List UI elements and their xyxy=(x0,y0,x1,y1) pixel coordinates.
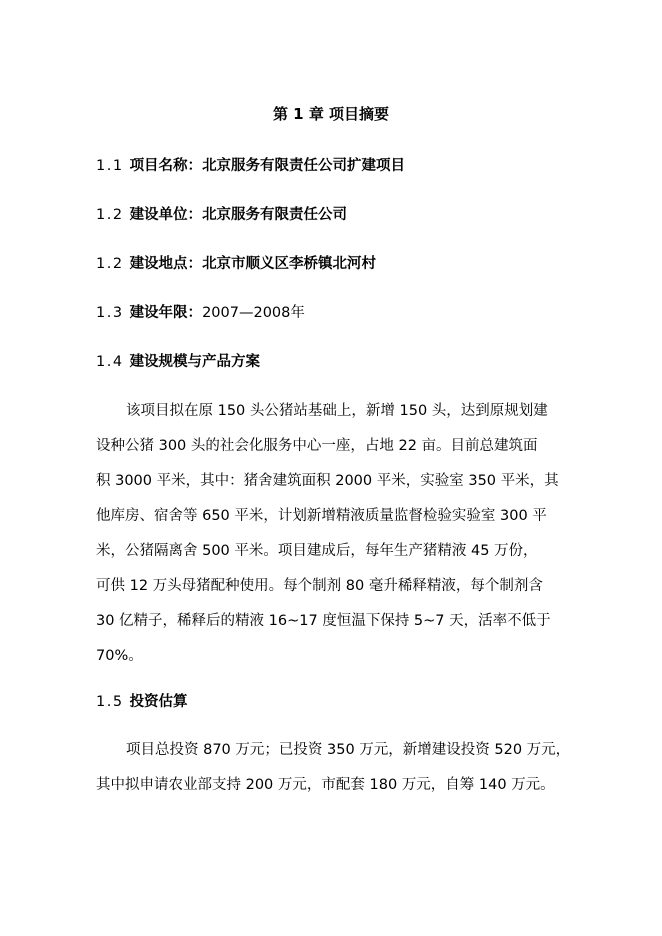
section-value: 北京服务有限责任公司 xyxy=(202,207,348,223)
scale-paragraph xyxy=(96,394,576,674)
section-construction-period xyxy=(96,303,305,323)
section-label: 建设地点： xyxy=(129,256,203,272)
section-number: 1.1 xyxy=(96,158,124,174)
paragraph-line: 该项目拟在原 150 头公猪站基础上，新增 150 头，达到原规划建 xyxy=(126,403,548,419)
section-label: 建设单位： xyxy=(129,207,203,223)
section-label: 建设年限： xyxy=(129,305,203,321)
section-label: 项目名称： xyxy=(129,158,203,174)
investment-paragraph xyxy=(96,733,576,803)
section-investment-heading xyxy=(96,692,188,712)
chapter-title: 第 1 章 项目摘要 xyxy=(272,105,390,123)
section-value: 2007—2008年 xyxy=(202,305,305,321)
paragraph-line: 30 亿精子，稀释后的精液 16~17 度恒温下保持 5~7 天，活率不低于 xyxy=(96,613,551,629)
section-number: 1.3 xyxy=(96,305,124,321)
section-construction-unit xyxy=(96,205,347,225)
paragraph-line: 他库房、宿舍等 650 平米，计划新增精液质量监督检验实验室 300 平 xyxy=(96,508,547,524)
section-number: 1.2 xyxy=(96,256,124,272)
paragraph-line: 可供 12 万头母猪配种使用。每个制剂 80 毫升稀释精液，每个制剂含 xyxy=(96,578,543,594)
section-scale-heading xyxy=(96,352,260,372)
paragraph-line: 设种公猪 300 头的社会化服务中心一座，占地 22 亩。目前总建筑面 xyxy=(96,438,538,454)
section-number: 1.4 xyxy=(96,354,124,370)
section-project-name xyxy=(96,156,405,176)
section-value: 北京服务有限责任公司扩建项目 xyxy=(202,158,406,174)
paragraph-line: 积 3000 平米，其中：猪舍建筑面积 2000 平米，实验室 350 平米，其 xyxy=(96,473,559,489)
paragraph-line: 其中拟申请农业部支持 200 万元，市配套 180 万元，自筹 140 万元。 xyxy=(96,777,555,793)
paragraph-line: 70%。 xyxy=(96,648,143,664)
section-label: 投资估算 xyxy=(129,694,188,710)
section-construction-site xyxy=(96,254,376,274)
paragraph-line: 米，公猪隔离舍 500 平米。项目建成后，每年生产猪精液 45 万份， xyxy=(96,543,538,559)
section-value: 北京市顺义区李桥镇北河村 xyxy=(202,256,377,272)
section-number: 1.2 xyxy=(96,207,124,223)
section-number: 1.5 xyxy=(96,694,124,710)
section-label: 建设规模与产品方案 xyxy=(129,354,261,370)
paragraph-line: 项目总投资 870 万元；已投资 350 万元，新增建设投资 520 万元， xyxy=(126,742,571,758)
